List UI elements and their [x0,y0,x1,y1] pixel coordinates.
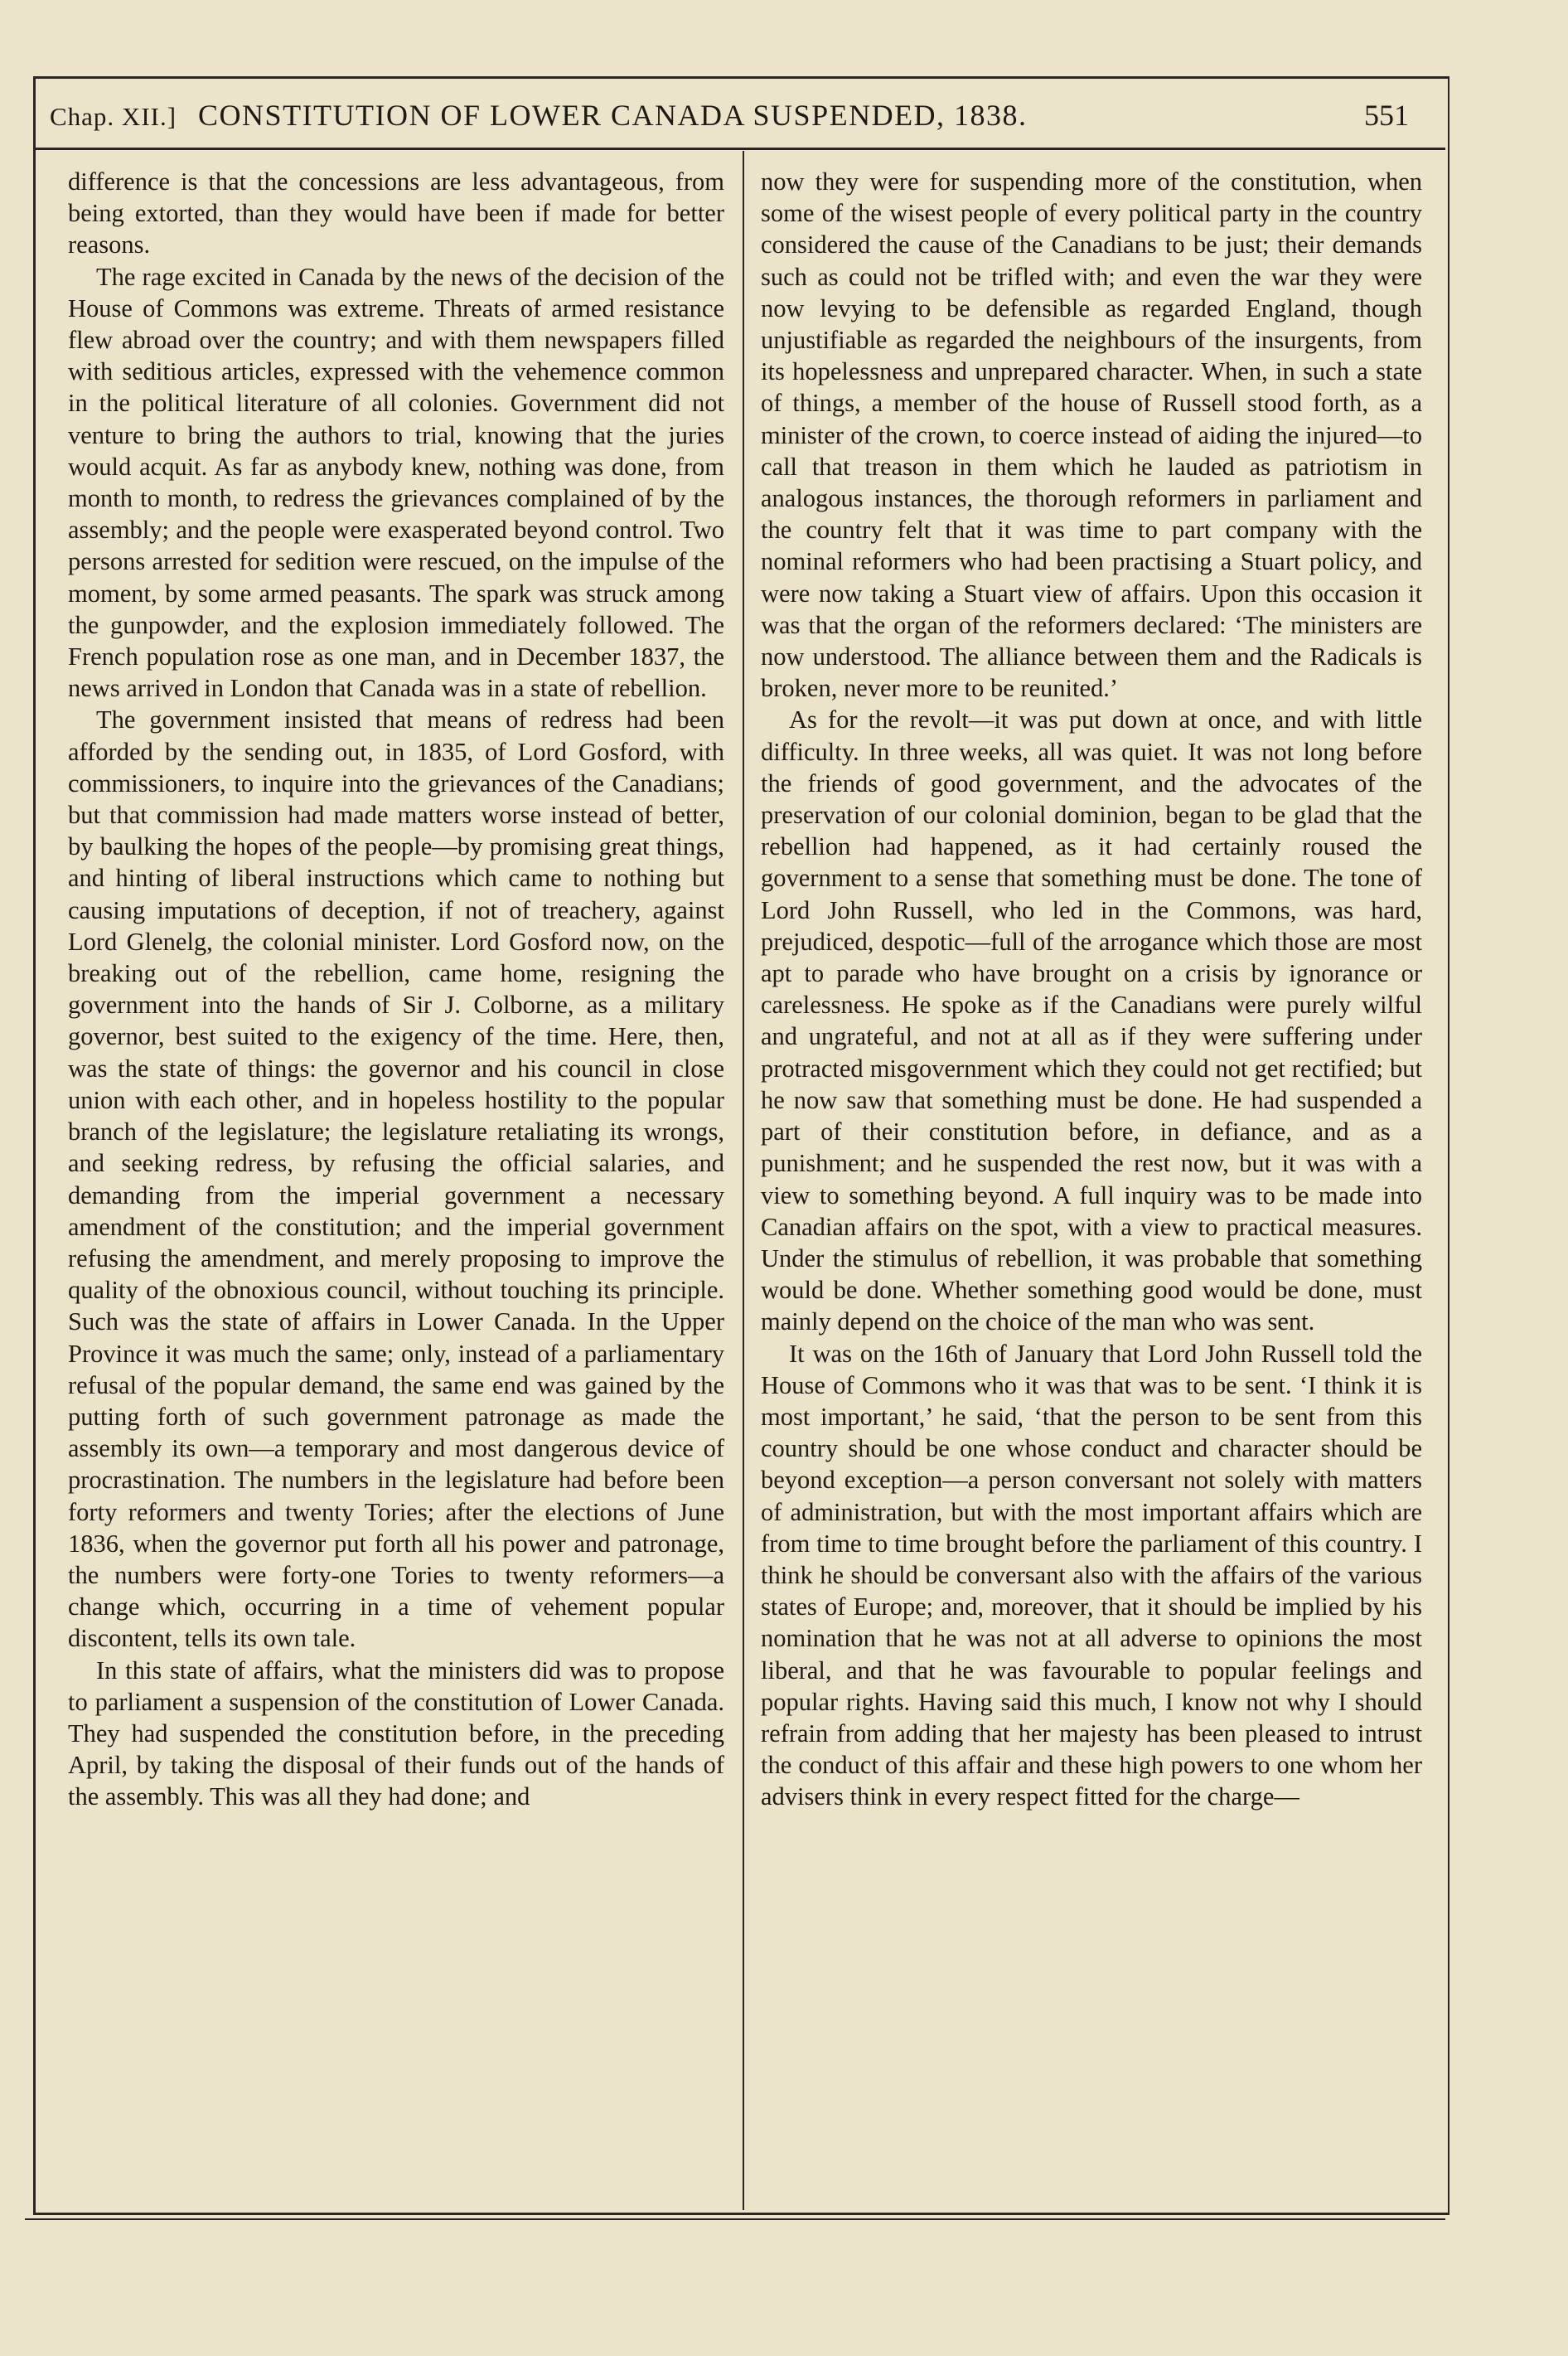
header-rule [33,148,1445,150]
page-number: 551 [1364,99,1409,132]
chapter-label: Chap. XII.] [50,102,177,131]
bottom-rule [25,2218,1445,2220]
paragraph: In this state of affairs, what the ministers did was to propose to parliament a suspension of the constitution of Lower Canada. They had suspended the constitution before, in the preceding April, by taking the disposal of their funds out of the hands of the assembly. This was all they had done; and [68,1656,724,1811]
paragraph: difference is that the concessions are less advantageous, from being extorted, than they would have been if made for better reasons. [68,167,724,259]
paragraph: As for the revolt—it was put down at once, and with little difficulty. In three weeks, all was quiet. It was not long before the friends of good government, and the advocates of the preservation of our colonial dominion, began to be glad that the rebellion had happened, as it had certainly roused the government to a sense that something must be done. The tone of Lord John Russell, who led in the Commons, was hard, prejudiced, despotic—full of the arrogance which those are most apt to parade who have brought on a crisis by ignorance or carelessness. He spoke as if the Canadians were purely wilful and ungrateful, and not at all as if they were suffering under protracted misgovernment which they could not get rectified; but he now saw that something must be done. He had suspended a part of their constitution before, in defiance, and as a punishment; and he suspended the rest now, but it was with a view to something beyond. A full inquiry was to be made into Canadian affairs on the spot, with a view to practical measures. Under the stimulus of rebellion, it was probable that something would be done. Whether something good would be done, must mainly depend on the choice of the man who was sent. [761,705,1422,1336]
running-title: CONSTITUTION OF LOWER CANADA SUSPENDED, 1838. [198,99,1028,132]
column-divider [743,151,744,2210]
left-column [68,166,724,2205]
paragraph: It was on the 16th of January that Lord John Russell told the House of Commons who it was that was to be sent. ‘I think it is most important,’ he said, ‘that the person to be sent from this country should be one whose conduct and character should be beyond exception—a person conversant not solely with matters of administration, but with the most important affairs which are from time to time brought before the parliament of this country. I think he should be conversant also with the affairs of the various states of Europe; and, moreover, that it should be implied by his nomination that he was not at all adverse to opinions the most liberal, and that he was favourable to popular feelings and popular rights. Having said this much, I know not why I should refrain from adding that her majesty has been pleased to intrust the conduct of this affair and these high powers to one whom her advisers think in every respect fitted for the charge— [761,1339,1422,1811]
right-column [761,166,1422,2205]
paragraph: The government insisted that means of redress had been afforded by the sending out, in 1835, of Lord Gosford, with commissioners, to inquire into the grievances of the Canadians; but that commission had made matters worse instead of better, by baulking the hopes of the people—by promising great things, and hinting of liberal instructions which came to nothing but causing imputations of deception, if not of treachery, against Lord Glenelg, the colonial minister. Lord Gosford now, on the breaking out of the rebellion, came home, resigning the government into the hands of Sir J. Colborne, as a military governor, best suited to the exigency of the time. Here, then, was the state of things: the governor and his council in close union with each other, and in hopeless hostility to the popular branch of the legislature; the legislature retaliating its wrongs, and seeking redress, by refusing the official salaries, and demanding from the imperial government a necessary amendment of the constitution; and the imperial government refusing the amendment, and merely proposing to improve the quality of the obnoxious council, without touching its principle. Such was the state of affairs in Lower Canada. In the Upper Province it was much the same; only, instead of a parliamentary refusal of the popular demand, the same end was gained by the putting forth of such government patronage as made the assembly its own—a temporary and most dangerous device of procrastination. The numbers in the legislature had before been forty reformers and twenty Tories; after the elections of June 1836, when the governor put forth all his power and patronage, the numbers were forty-one Tories to twenty reformers—a change which, occurring in a time of vehement popular discontent, tells its own tale. [68,705,724,1653]
running-header [50,98,1409,148]
paragraph: now they were for suspending more of the constitution, when some of the wisest people of every political party in the country considered the cause of the Canadians to be just; their demands such as could not be trifled with; and even the war they were now levying to be defensible as regarded England, though unjustifiable as regarded the neighbours of the insurgents, from its hopelessness and unprepared character. When, in such a state of things, a member of the house of Russell stood forth, as a minister of the crown, to coerce instead of aiding the injured—to call that treason in them which he lauded as patriotism in analogous instances, the thorough reformers in parliament and the country felt that it was time to part company with the nominal reformers who had been practising a Stuart policy, and were now taking a Stuart view of affairs. Upon this occasion it was that the organ of the reformers declared: ‘The ministers are now understood. The alliance between them and the Radicals is broken, never more to be reunited.’ [761,167,1422,703]
paragraph: The rage excited in Canada by the news of the decision of the House of Commons was extreme. Threats of armed resistance flew abroad over the country; and with them newspapers filled with seditious articles, expressed with the vehemence common in the political literature of all colonies. Government did not venture to bring the authors to trial, knowing that the juries would acquit. As far as anybody knew, nothing was done, from month to month, to redress the grievances complained of by the assembly; and the people were exasperated beyond control. Two persons arrested for sedition were rescued, on the impulse of the moment, by some armed peasants. The spark was struck among the gunpowder, and the explosion immediately followed. The French population rose as one man, and in December 1837, the news arrived in London that Canada was in a state of rebellion. [68,262,724,703]
